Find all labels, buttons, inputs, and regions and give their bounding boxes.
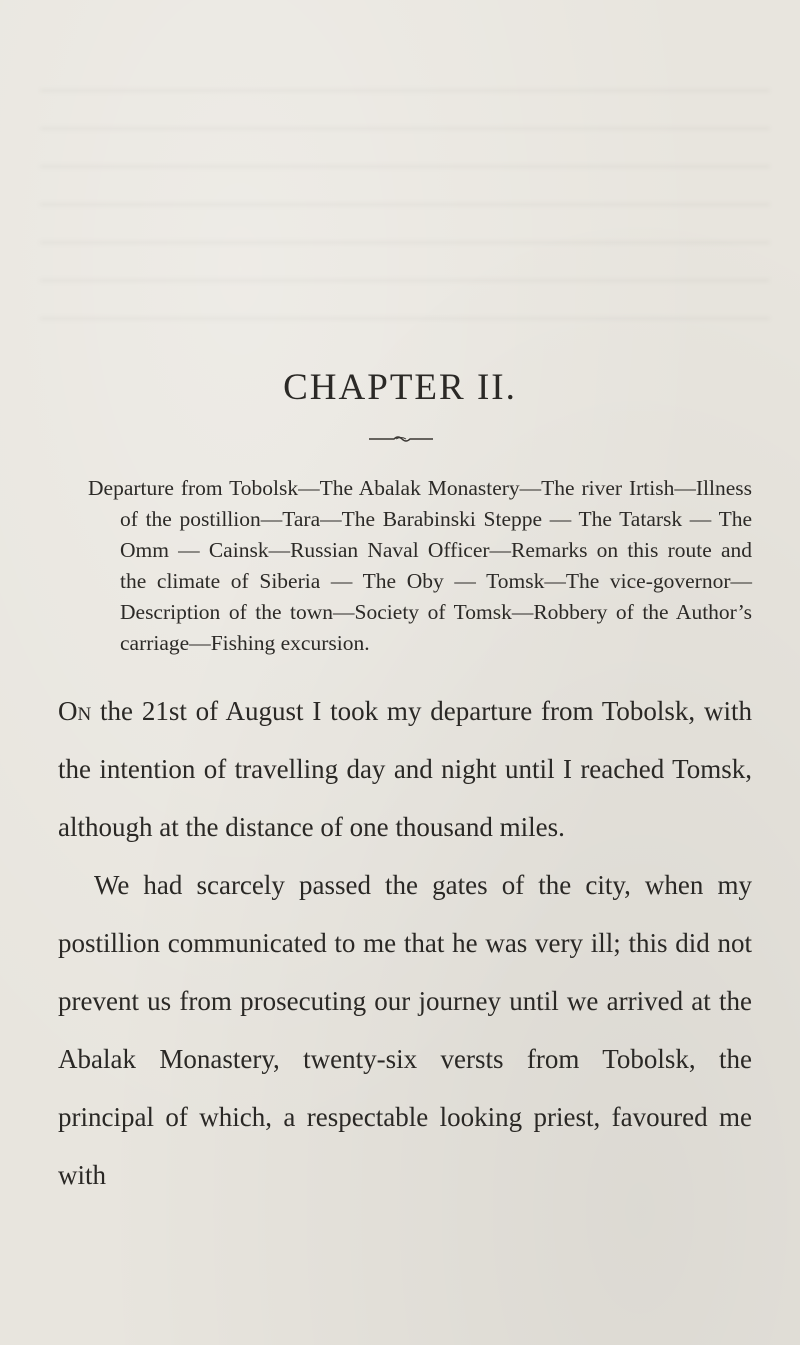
paragraph-1 xyxy=(58,682,752,856)
ornament-rule-icon xyxy=(368,434,434,444)
paragraph-2: We had scarcely passed the gates of the city, when my postillion communicated to me that he was very ill; this did not prevent us from prosecuting our journey until we arrived at the Abalak Monastery, twenty-six versts from Tobolsk, the principal of which, a respectable looking priest, favoured me with xyxy=(58,870,752,1190)
body-text xyxy=(58,682,752,1204)
paragraph-1-lead: On xyxy=(58,696,92,726)
paragraph-1-text: the 21st of August I took my departure from Tobolsk, with the intention of travelling day and night until I reached Tomsk, although at the distance of one thousand miles. xyxy=(58,696,752,842)
show-through-texture xyxy=(40,60,770,320)
chapter-synopsis: Departure from Tobolsk—The Abalak Monastery—The river Irtish—Illness of the postillion—Tara—The Barabinski Steppe — The Tatarsk — The Omm — Cainsk—Russian Naval Officer—Remarks on this route and the climate of Siberia — The Oby — Tomsk—The vice-governor—Description of the town—Society of Tomsk—Robbery of the Author’s carriage—Fishing excursion. xyxy=(88,476,752,655)
chapter-title: CHAPTER II. xyxy=(283,367,517,408)
